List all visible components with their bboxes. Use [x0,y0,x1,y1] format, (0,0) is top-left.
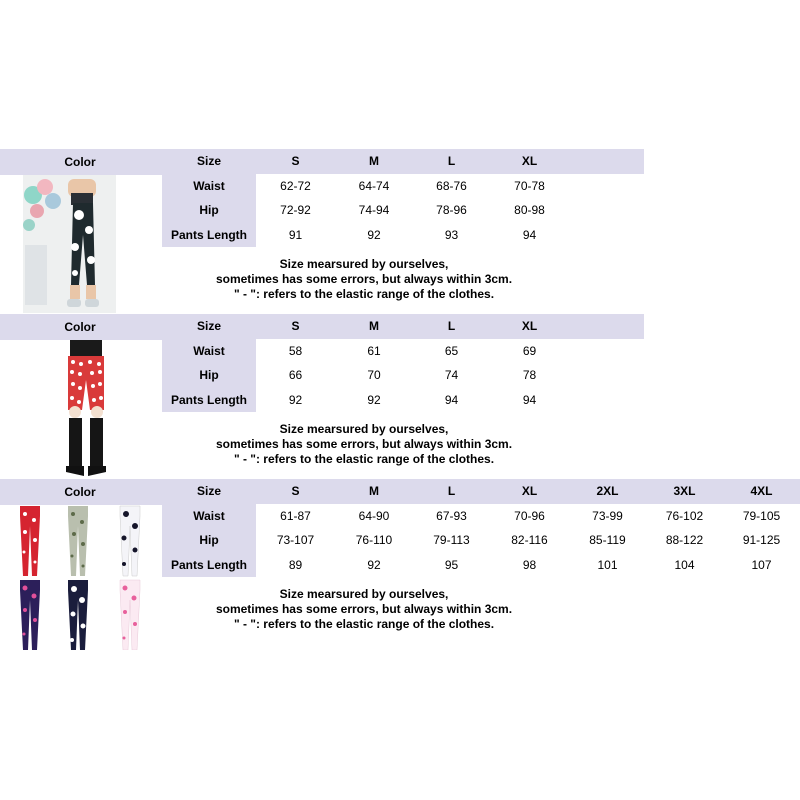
table-cell: 66 [288,368,303,383]
size-table-2 [162,314,569,412]
row-label-waist: Waist [162,339,256,364]
table-cell: 91-125 [742,533,781,548]
table-cell: 79-105 [742,508,781,523]
table-cell: 82-116 [511,533,548,548]
leggings-grey-icon [68,506,88,576]
col-header-m: M [369,484,379,499]
col-header-l: L [447,484,456,499]
table-cell: 94 [522,227,537,242]
color-header-2: Color [0,314,162,340]
note-line: sometimes has some errors, but always within 3cm. [215,437,513,451]
table-cell: 73-99 [592,508,623,523]
row-label-waist: Waist [162,504,256,529]
col-header-4xl: 4XL [750,484,773,499]
table-cell: 94 [522,392,537,407]
row-label-pants-length: Pants Length [162,388,256,413]
table-cell: 73-107 [276,533,315,548]
col-header-xl: XL [521,154,538,169]
table-cell: 72-92 [280,203,311,218]
color-header-3: Color [0,479,162,505]
table-cell: 89 [288,557,303,572]
table-cell: 68-76 [436,178,467,193]
col-header-s: S [291,319,300,334]
size-table-3 [162,479,800,577]
note-line: " - ": refers to the elastic range of the clothes. [233,287,495,301]
table-cell: 78-96 [436,203,467,218]
table-cell: 64-90 [358,508,390,523]
col-header-2xl: 2XL [596,484,619,499]
note-line: Size mearsured by ourselves, [279,422,449,436]
table-cell: 101 [597,557,618,572]
product-photo-1 [23,175,116,313]
col-header-size: Size [196,154,221,169]
note-line: sometimes has some errors, but always within 3cm. [215,272,513,286]
product-photo-2 [60,340,112,478]
col-header-size: Size [196,319,221,334]
col-header-xl: XL [521,319,538,334]
table-cell: 98 [522,557,537,572]
table-cell: 61 [367,343,381,358]
table-cell: 74-94 [358,203,390,218]
col-header-l: L [447,154,456,169]
table-cell: 107 [751,557,772,572]
table-cell: 58 [288,343,303,358]
col-header-l: L [447,319,456,334]
leggings-navy-white-icon [68,580,88,650]
col-header-s: S [291,484,300,499]
row-label-pants-length: Pants Length [162,223,256,248]
table-cell: 91 [288,227,303,242]
size-note-1 [162,257,566,302]
col-header-3xl: 3XL [673,484,696,499]
table-cell: 92 [288,392,303,407]
size-note-3 [162,587,566,632]
note-line: Size mearsured by ourselves, [279,257,449,271]
row-label-waist: Waist [162,174,256,199]
note-line: " - ": refers to the elastic range of the clothes. [233,617,495,631]
table-cell: 80-98 [514,203,545,218]
table-cell: 93 [444,227,459,242]
table-cell: 70-78 [514,178,545,193]
row-label-hip: Hip [162,528,256,553]
table-cell: 74 [444,368,459,383]
table-cell: 76-102 [665,508,704,523]
row-label-pants-length: Pants Length [162,553,256,578]
table-cell: 92 [367,227,381,242]
table-cell: 69 [522,343,537,358]
table-cell: 104 [674,557,695,572]
note-line: Size mearsured by ourselves, [279,587,449,601]
table-cell: 76-110 [355,533,393,548]
note-line: " - ": refers to the elastic range of the clothes. [233,452,495,466]
table-cell: 67-93 [436,508,467,523]
col-header-s: S [291,154,300,169]
table-cell: 95 [444,557,459,572]
size-note-2 [162,422,566,467]
color-header-1: Color [0,149,162,175]
col-header-m: M [369,154,379,169]
leggings-white-black-icon [120,506,140,576]
table-cell: 70-96 [514,508,545,523]
note-line: sometimes has some errors, but always within 3cm. [215,602,513,616]
table-cell: 85-119 [589,533,626,548]
table-cell: 92 [367,392,381,407]
row-label-hip: Hip [162,363,256,388]
col-header-xl: XL [521,484,538,499]
table-cell: 79-113 [433,533,470,548]
table-cell: 65 [444,343,459,358]
leggings-navy-pink-icon [20,580,40,650]
table-cell: 64-74 [358,178,390,193]
leggings-red-icon [20,506,40,576]
leggings-white-pink-icon [120,580,140,650]
table-cell: 88-122 [665,533,704,548]
size-table-1 [162,149,569,247]
table-cell: 62-72 [280,178,311,193]
table-cell: 70 [367,368,381,383]
col-header-size: Size [196,484,221,499]
table-cell: 92 [367,557,381,572]
table-cell: 94 [444,392,459,407]
table-cell: 78 [522,368,537,383]
row-label-hip: Hip [162,198,256,223]
leggings-thumbnails [14,504,160,650]
table-cell: 61-87 [280,508,311,523]
col-header-m: M [369,319,379,334]
